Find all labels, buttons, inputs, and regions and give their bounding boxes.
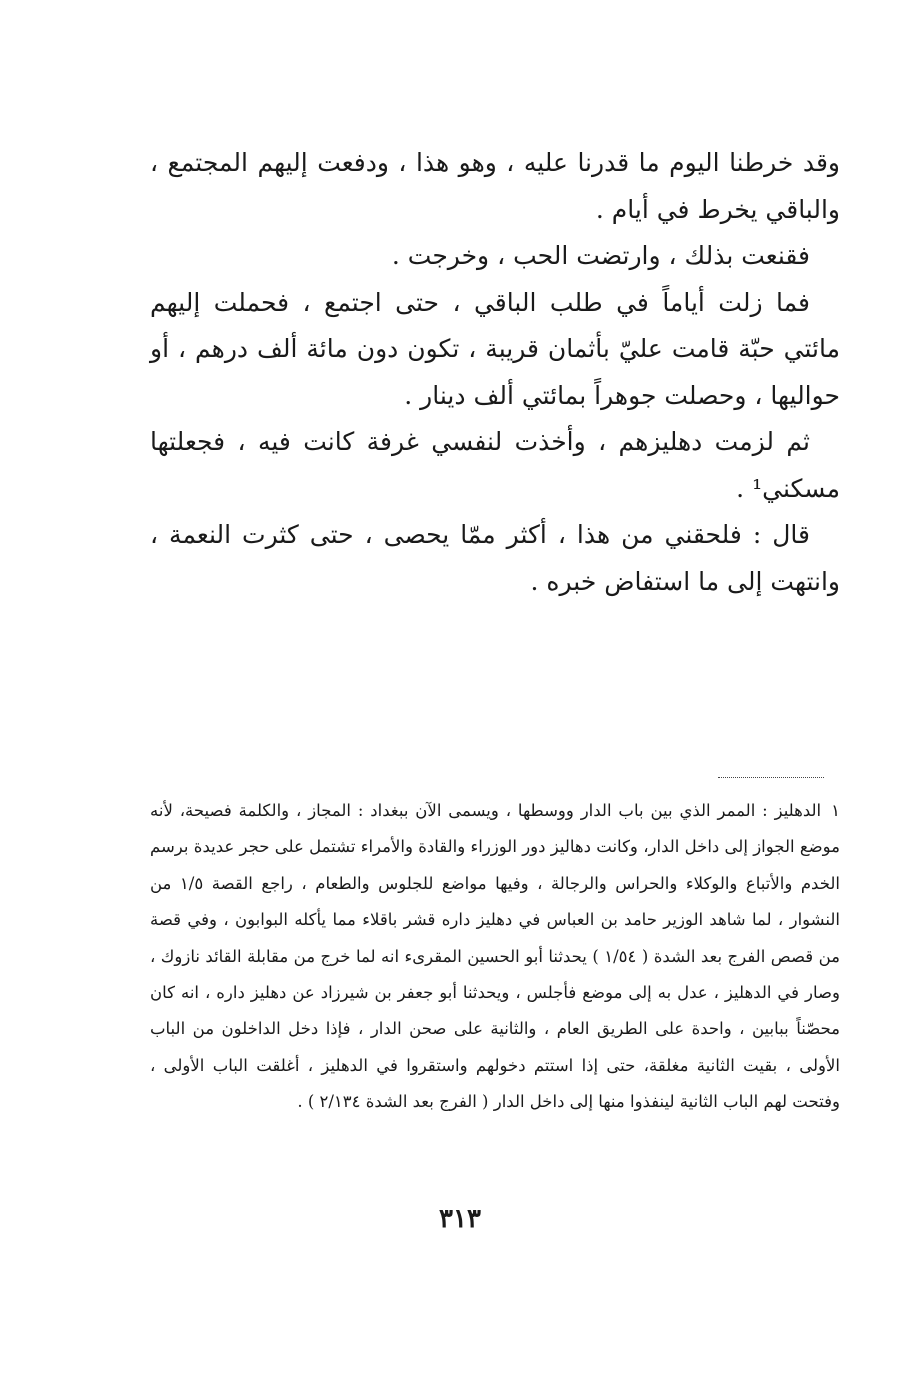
page-number: ٣١٣ — [439, 1204, 481, 1234]
paragraph: ثم لزمت دهليزهم ، وأخذت لنفسي غرفة كانت فيه ، فجعلتها مسكني¹ . — [150, 427, 840, 503]
paragraph: وقد خرطنا اليوم ما قدرنا عليه ، وهو هذا ، ودفعت إليهم المجتمع ، والباقي يخرط في أيام . — [150, 148, 840, 224]
footnote — [150, 793, 840, 1121]
footnotes — [150, 793, 840, 1121]
footnote-text: الدهليز : الممر الذي بين باب الدار ووسطها ، ويسمى الآن ببغداد : المجاز ، والكلمة فصيحة، لأنه موضع الجواز إلى داخل الدار، وكانت دهاليز دور الوزراء والقادة والأمراء تشتمل على حجر عديدة برسم الخدم والأتباع والوكلاء والحراس والرجالة ، وفيها مواضع للجلوس والطعام ، راجع القصة ١/٥ من النشوار ، لما شاهد الوزير حامد بن العباس في دهليز داره قشر باقلاء مما يأكله البوابون ، وفي قصة من قصص الفرج بعد الشدة ( ١/٥٤ ) يحدثنا أبو الحسين المقرىء انه لما خرج من مقابلة القائد نازوك ، وصار في الدهليز ، عدل به إلى موضع فأجلس ، ويحدثنا أبو جعفر بن شيرزاد عن دهليز داره ، انه كان محصّناً ببابين ، واحدة على الطريق العام ، والثانية على صحن الدار ، فإذا دخل الداخلون من الباب الأولى ، بقيت الثانية مغلقة، حتى إذا استتم دخولهم واستقروا في الدهليز ، أغلقت الباب الأولى ، وفتحت لهم الباب الثانية لينفذوا منها إلى داخل الدار ( الفرج بعد الشدة ٢/١٣٤ ) . — [150, 801, 841, 1112]
footnote-separator — [718, 777, 824, 778]
main-text — [150, 140, 840, 605]
footnote-number: ١ — [831, 801, 840, 820]
paragraph: قال : فلحقني من هذا ، أكثر ممّا يحصى ، حتى كثرت النعمة ، وانتهت إلى ما استفاض خبره . — [150, 520, 840, 596]
paragraph: فما زلت أياماً في طلب الباقي ، حتى اجتمع ، فحملت إليهم مائتي حبّة قامت عليّ بأثمان قريبة ، تكون دون مائة ألف درهم ، أو حواليها ، وحصلت جوهراً بمائتي ألف دينار . — [150, 287, 840, 410]
paragraph: فقنعت بذلك ، وارتضت الحب ، وخرجت . — [391, 241, 810, 270]
